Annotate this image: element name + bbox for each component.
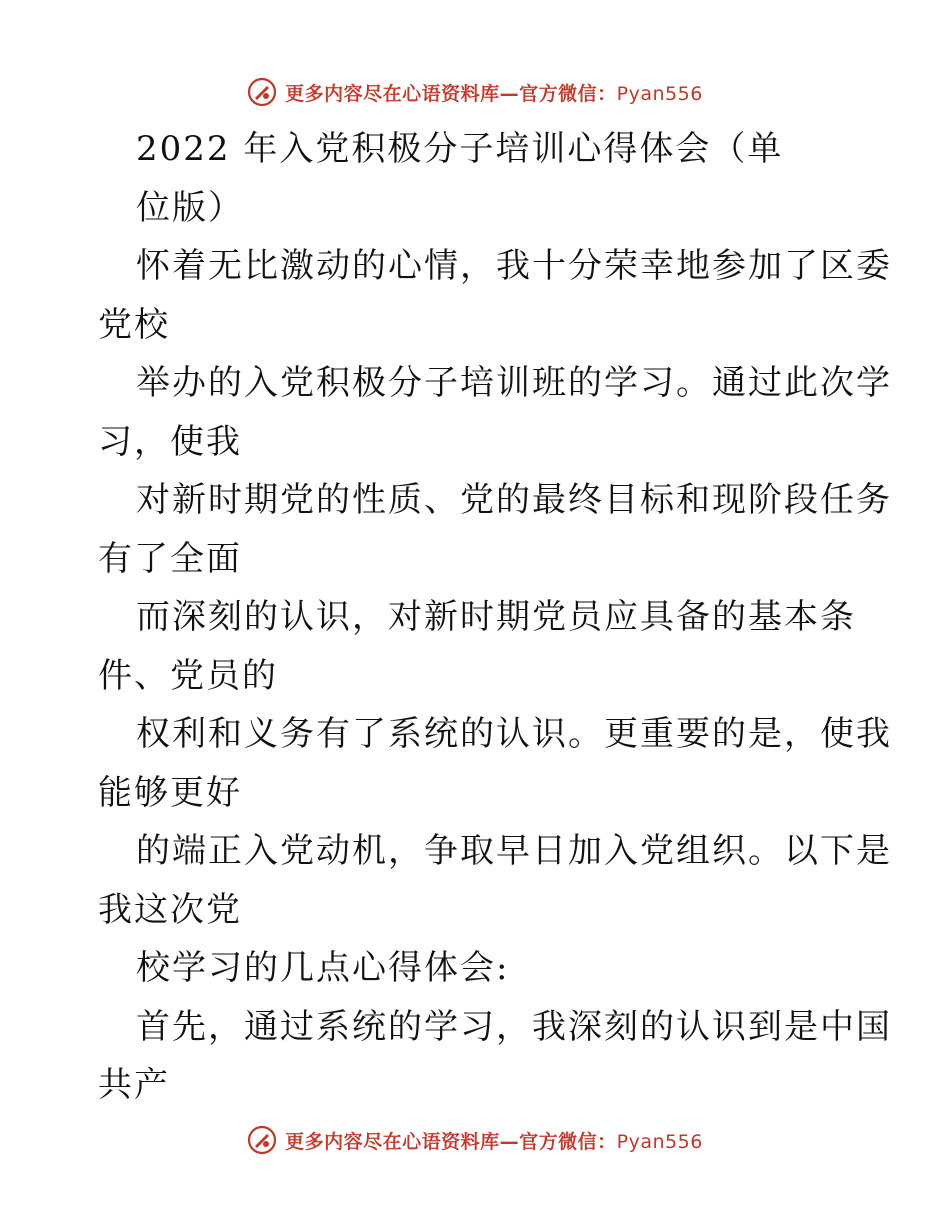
- document-line: 能够更好: [98, 772, 242, 813]
- footer-banner: [0, 1120, 950, 1160]
- banner-account: Pyan556: [616, 1130, 703, 1153]
- document-line: 首先，通过系统的学习，我深刻的认识到是中国: [136, 1006, 892, 1047]
- document-line: 党校: [98, 304, 170, 345]
- document-line: 我这次党: [98, 889, 242, 930]
- document-line: 举办的入党积极分子培训班的学习。通过此次学: [136, 363, 892, 403]
- document-line: 而深刻的认识，对新时期党员应具备的基本条: [136, 597, 856, 637]
- document-line: 习，使我: [98, 421, 242, 462]
- document-line: 有了全面: [98, 538, 242, 579]
- document-line: 2022 年入党积极分子培训心得体会（单: [136, 129, 784, 169]
- document-line: 对新时期党的性质、党的最终目标和现阶段任务: [136, 480, 892, 520]
- banner-text: 更多内容尽在心语资料库—官方微信：Pyan556: [285, 1130, 703, 1153]
- document-line: 件、党员的: [98, 655, 278, 696]
- brand-logo-icon: [247, 1125, 277, 1155]
- banner-text: 更多内容尽在心语资料库—官方微信：Pyan556: [285, 82, 703, 105]
- document-line: 位版）: [136, 187, 244, 228]
- document-line: 校学习的几点心得体会:: [136, 948, 510, 988]
- document-line: 的端正入党动机，争取早日加入党组织。以下是: [136, 831, 892, 871]
- header-banner: [0, 72, 950, 112]
- document-line: 权利和义务有了系统的认识。更重要的是，使我: [136, 714, 892, 754]
- brand-logo-icon: [247, 77, 277, 107]
- document-line: 怀着无比激动的心情，我十分荣幸地参加了区委: [136, 246, 892, 286]
- banner-account: Pyan556: [616, 82, 703, 105]
- document-body: [98, 120, 892, 1115]
- document-line: 共产: [98, 1065, 170, 1105]
